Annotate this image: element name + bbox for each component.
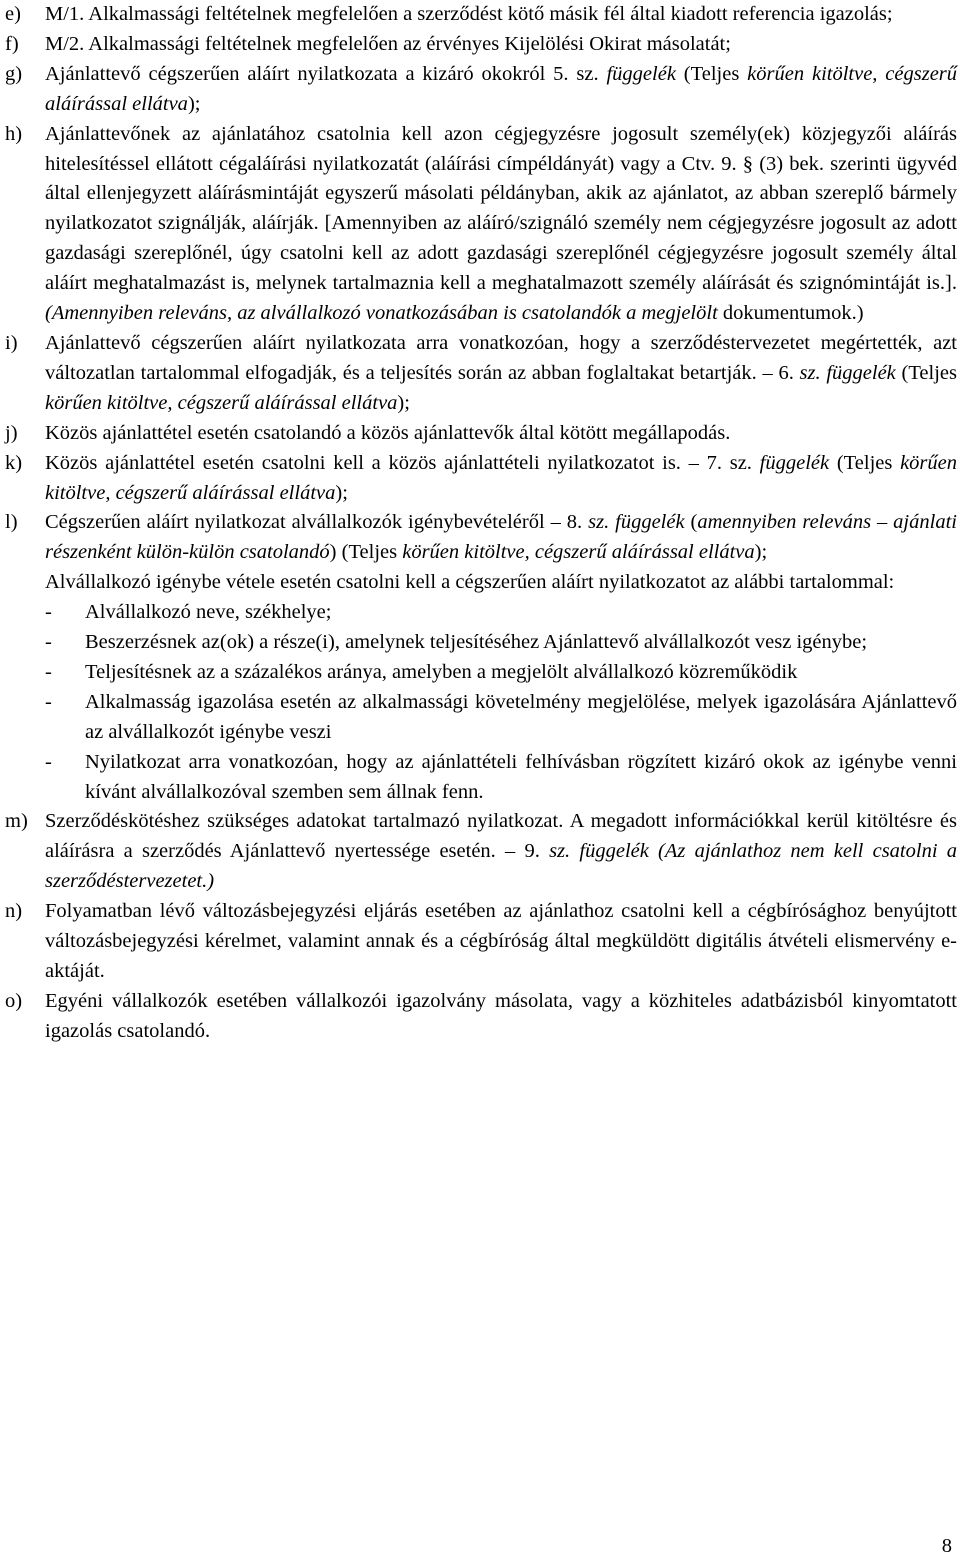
dash-text: Alkalmasság igazolása esetén az alkalmassági követelmény megjelölése, melyek igazolására Ajánlattevő az alvállalkozót igénybe veszi <box>85 690 957 743</box>
item-label: e) <box>5 3 21 25</box>
item-text: Cégszerűen aláírt nyilatkozat alvállalkozók igénybevételéről – 8. sz. függelék (amennyiben releváns – ajánlati részenként külön-külön csatolandó) (Teljes körűen kitöltve, cégszerű aláírással ellátva); <box>45 511 957 564</box>
item-label: m) <box>5 810 28 833</box>
item-text: Egyéni vállalkozók esetében vállalkozói igazolvány másolata, vagy a közhiteles adatbázisból kinyomtatott igazolás csatolandó. <box>45 989 957 1042</box>
dash-item <box>45 688 957 748</box>
item-label: i) <box>5 331 18 354</box>
item-label: o) <box>5 989 23 1012</box>
list-item-h <box>5 120 957 329</box>
dash-item <box>45 598 957 628</box>
dash-text: Alvállalkozó neve, székhelye; <box>85 601 332 624</box>
item-label: n) <box>5 900 23 923</box>
list-item-f <box>5 30 957 60</box>
item-label: f) <box>5 32 19 55</box>
item-label: l) <box>5 511 18 534</box>
item-text: Folyamatban lévő változásbejegyzési eljárás esetében az ajánlathoz csatolni kell a cégbírósághoz benyújtott változásbejegyzési kérelmet, valamint annak és a cégbíróság által megküldött digitális átvételi elismervény e-aktáját. <box>45 900 957 982</box>
dash-mark: - <box>45 631 52 654</box>
list-item-n <box>5 897 957 987</box>
item-text: Közös ajánlattétel esetén csatolandó a közös ajánlattevők által kötött megállapodás. <box>45 421 731 444</box>
dash-mark: - <box>45 660 52 683</box>
list-item-e <box>5 0 957 30</box>
item-text: M/1. Alkalmassági feltételnek megfelelően a szerződést kötő másik fél által kiadott referencia igazolás; <box>45 3 893 25</box>
document-body <box>5 0 957 1047</box>
item-label: h) <box>5 122 23 145</box>
list-item-l <box>5 508 957 568</box>
item-text: Ajánlattevő cégszerűen aláírt nyilatkozata arra vonatkozóan, hogy a szerződéstervezetet megértették, azt változatlan tartalommal elfogadják, és a teljesítés során az abban foglaltakat betartják. – 6. sz. függelék (Teljes körűen kitöltve, cégszerű aláírással ellátva); <box>45 331 958 414</box>
dash-text: Beszerzésnek az(ok) a része(i), amelynek teljesítéséhez Ajánlattevő alvállalkozót vesz igénybe; <box>85 631 868 654</box>
dash-item <box>45 628 957 658</box>
subcontractor-paragraph: Alvállalkozó igénybe vétele esetén csatolni kell a cégszerűen aláírt nyilatkozatot az alábbi tartalommal: <box>45 571 895 594</box>
list-item-j <box>5 419 957 449</box>
dash-mark: - <box>45 690 52 713</box>
list-item-o <box>5 987 957 1047</box>
item-text: Ajánlattevő cégszerűen aláírt nyilatkozata a kizáró okokról 5. sz. függelék (Teljes körűen kitöltve, cégszerű aláírással ellátva); <box>45 62 958 115</box>
dash-text: Nyilatkozat arra vonatkozóan, hogy az ajánlattételi felhívásban rögzített kizáró okok az igénybe venni kívánt alvállalkozóval szemben sem állnak fenn. <box>85 750 957 803</box>
item-label: j) <box>5 421 18 444</box>
item-text: Ajánlattevőnek az ajánlatához csatolnia kell azon cégjegyzésre jogosult személy(ek) közjegyzői aláírás hitelesítéssel ellátott cégaláírási nyilatkozatát (aláírási címpéldányát) vagy a Ctv. 9. § (3) bek. szerinti ügyvéd által ellenjegyzett aláírásmintáját egyszerű másolati példányban, akik az ajánlatot, az abban szereplő bármely nyilatkozatot szignálják, aláírják. [Amennyiben az aláíró/szignáló személy nem cégjegyzésre jogosult az adott gazdasági szereplőnél, úgy csatolni kell az adott gazdasági szereplőnél cégjegyzésre jogosult személy által aláírt meghatalmazást is, melynek tartalmaznia kell a meghatalmazott személy aláírását és szignómintáját is.]. (Amennyiben releváns, az alvállalkozó vonatkozásában is csatolandók a megjelölt dokumentumok.) <box>45 122 957 325</box>
dash-text: Teljesítésnek az a százalékos aránya, amelyben a megjelölt alvállalkozó közreműködik <box>85 660 798 683</box>
item-label: k) <box>5 451 23 474</box>
page-number: 8 <box>941 1535 952 1557</box>
item-label: g) <box>5 62 23 85</box>
list-item-m <box>5 807 957 897</box>
list-item-g <box>5 60 957 120</box>
item-text: M/2. Alkalmassági feltételnek megfelelően az érvényes Kijelölési Okirat másolatát; <box>45 32 731 55</box>
list-item-k <box>5 449 957 509</box>
dash-mark: - <box>45 750 52 773</box>
item-text: Közös ajánlattétel esetén csatolni kell a közös ajánlattételi nyilatkozatot is. – 7. sz. függelék (Teljes körűen kitöltve, cégszerű aláírással ellátva); <box>45 451 958 504</box>
dash-item <box>45 748 957 808</box>
item-text: Szerződéskötéshez szükséges adatokat tartalmazó nyilatkozat. A megadott információkkal kerül kitöltésre és aláírásra a szerződés Ajánlattevő nyertessége esetén. – 9. sz. függelék (Az ajánlathoz nem kell csatolni a szerződéstervezetet.) <box>45 810 957 893</box>
dash-mark: - <box>45 601 52 624</box>
list-item-i <box>5 329 957 419</box>
dash-item <box>45 658 957 688</box>
